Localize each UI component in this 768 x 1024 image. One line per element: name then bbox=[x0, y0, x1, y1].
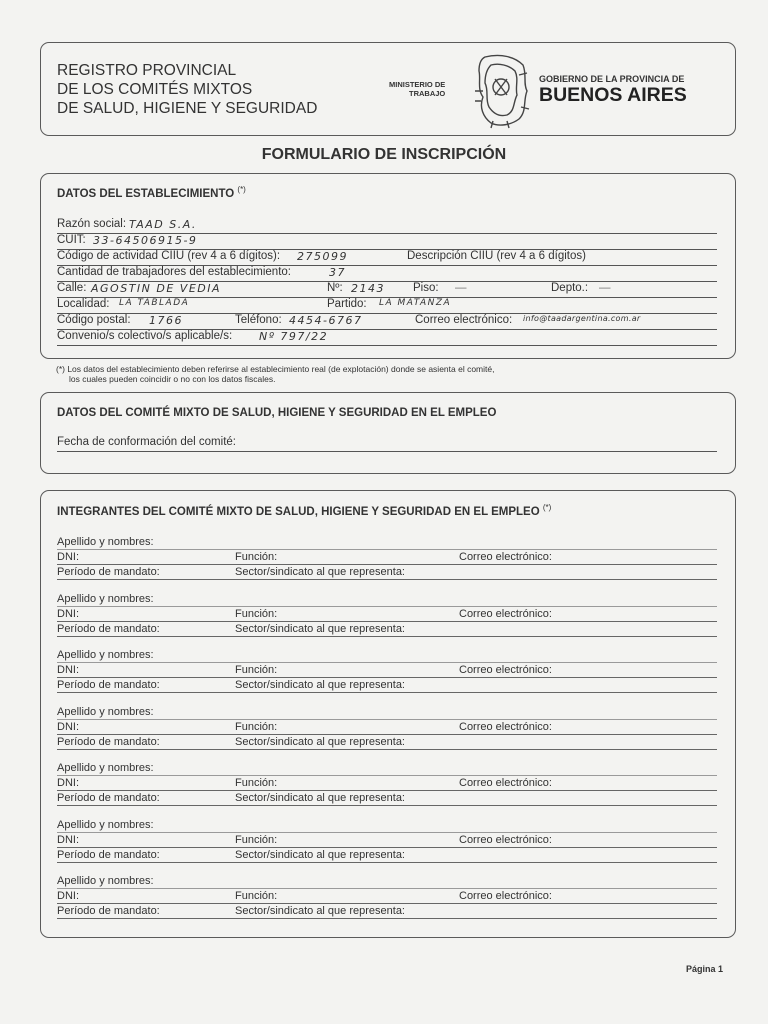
cuit-row[interactable] bbox=[57, 233, 717, 250]
member-sector-label: Sector/sindicato al que representa: bbox=[235, 792, 405, 804]
locality-label: Localidad: bbox=[57, 298, 110, 310]
members-title-mark: (*) bbox=[542, 503, 552, 512]
ciiu-row[interactable] bbox=[57, 249, 717, 266]
ciiu-description-label: Descripción CIIU (rev 4 a 6 dígitos) bbox=[407, 250, 586, 262]
member-period-line[interactable] bbox=[57, 678, 717, 693]
apt-value: — bbox=[599, 282, 611, 294]
member-dni-line[interactable] bbox=[57, 550, 717, 565]
member-name-line[interactable] bbox=[57, 705, 717, 720]
member-period-line[interactable] bbox=[57, 848, 717, 863]
member-name-label: Apellido y nombres: bbox=[57, 818, 154, 831]
member-period-line[interactable] bbox=[57, 904, 717, 919]
members-title bbox=[57, 503, 551, 518]
footnote-line2: los cuales pueden coincidir o no con los datos fiscales. bbox=[69, 374, 276, 384]
razon-social-value: TAAD S.A. bbox=[129, 218, 197, 231]
establishment-title-text: DATOS DEL ESTABLECIMIENTO bbox=[57, 187, 235, 200]
committee-date-row[interactable] bbox=[57, 435, 717, 452]
member-dni-line[interactable] bbox=[57, 607, 717, 622]
member-name-label: Apellido y nombres: bbox=[57, 592, 154, 605]
member-function-label: Función: bbox=[235, 551, 278, 563]
agreement-value: Nº 797/22 bbox=[259, 330, 329, 343]
member-sector-label: Sector/sindicato al que representa: bbox=[235, 905, 405, 917]
member-function-label: Función: bbox=[235, 833, 278, 846]
member-name-line[interactable] bbox=[57, 592, 717, 607]
committee-title: DATOS DEL COMITÉ MIXTO DE SALUD, HIGIENE Y SEGURIDAD EN EL EMPLEO bbox=[57, 407, 497, 419]
registry-title-line2: DE LOS COMITÉS MIXTOS bbox=[57, 81, 253, 98]
member-period-label: Período de mandato: bbox=[57, 622, 160, 635]
committee-date-label: Fecha de conformación del comité: bbox=[57, 436, 236, 448]
postal-label: Código postal: bbox=[57, 314, 131, 326]
member-name-label: Apellido y nombres: bbox=[57, 536, 154, 548]
cuit-label: CUIT: bbox=[57, 234, 86, 246]
ministry-line2: TRABAJO bbox=[409, 89, 446, 98]
member-period-label: Período de mandato: bbox=[57, 679, 160, 691]
agreement-row[interactable] bbox=[57, 329, 717, 346]
member-sector-label: Sector/sindicato al que representa: bbox=[235, 566, 405, 578]
number-value: 2143 bbox=[351, 282, 385, 295]
cuit-value: 33-64506915-9 bbox=[93, 234, 198, 247]
member-name-label: Apellido y nombres: bbox=[57, 649, 154, 661]
member-entry bbox=[57, 592, 717, 637]
member-dni-label: DNI: bbox=[57, 551, 79, 563]
member-sector-label: Sector/sindicato al que representa: bbox=[235, 622, 405, 635]
member-entry bbox=[57, 648, 717, 693]
member-period-label: Período de mandato: bbox=[57, 905, 160, 917]
member-function-label: Función: bbox=[235, 664, 278, 676]
member-email-label: Correo electrónico: bbox=[459, 551, 552, 563]
government-logo bbox=[539, 74, 687, 107]
member-period-label: Período de mandato: bbox=[57, 735, 160, 748]
member-email-label: Correo electrónico: bbox=[459, 777, 552, 789]
member-entry bbox=[57, 874, 717, 919]
workers-value: 37 bbox=[329, 266, 346, 279]
member-period-line[interactable] bbox=[57, 622, 717, 637]
member-entry bbox=[57, 818, 717, 863]
member-period-line[interactable] bbox=[57, 791, 717, 806]
locality-row[interactable] bbox=[57, 297, 717, 314]
member-period-label: Período de mandato: bbox=[57, 792, 160, 804]
member-dni-line[interactable] bbox=[57, 720, 717, 735]
member-name-label: Apellido y nombres: bbox=[57, 875, 154, 887]
member-function-label: Función: bbox=[235, 890, 278, 902]
member-name-label: Apellido y nombres: bbox=[57, 762, 154, 774]
committee-section bbox=[40, 392, 736, 474]
member-dni-line[interactable] bbox=[57, 663, 717, 678]
email-label: Correo electrónico: bbox=[415, 314, 513, 326]
member-entry bbox=[57, 705, 717, 750]
street-label: Calle: bbox=[57, 282, 87, 294]
form-title: FORMULARIO DE INSCRIPCIÓN bbox=[261, 146, 507, 163]
member-period-line[interactable] bbox=[57, 565, 717, 580]
district-value: LA MATANZA bbox=[379, 298, 452, 308]
member-sector-label: Sector/sindicato al que representa: bbox=[235, 679, 405, 691]
number-label: Nº: bbox=[327, 282, 343, 294]
email-value: info@taadargentina.com.ar bbox=[523, 314, 641, 323]
member-email-label: Correo electrónico: bbox=[459, 664, 552, 676]
establishment-title-mark: (*) bbox=[237, 185, 246, 194]
member-period-label: Período de mandato: bbox=[57, 848, 160, 861]
member-entry bbox=[57, 535, 717, 580]
header-box bbox=[40, 42, 736, 136]
member-function-label: Función: bbox=[235, 777, 278, 789]
establishment-footnote bbox=[56, 364, 494, 384]
member-email-label: Correo electrónico: bbox=[459, 607, 552, 620]
member-dni-line[interactable] bbox=[57, 889, 717, 904]
member-name-line[interactable] bbox=[57, 761, 717, 776]
member-period-label: Período de mandato: bbox=[57, 566, 160, 578]
establishment-section bbox=[40, 173, 736, 359]
member-name-line[interactable] bbox=[57, 648, 717, 663]
government-line1: GOBIERNO DE LA PROVINCIA DE bbox=[539, 74, 685, 84]
footnote-line1: (*) Los datos del establecimiento deben referirse al establecimiento real (de explotación) donde se asienta el comité, bbox=[56, 364, 495, 374]
apt-label: Depto.: bbox=[551, 282, 589, 294]
phone-value: 4454-6767 bbox=[289, 314, 363, 327]
postal-phone-email-row[interactable] bbox=[57, 313, 717, 330]
members-section bbox=[40, 490, 736, 938]
district-label: Partido: bbox=[327, 298, 367, 310]
locality-value: LA TABLADA bbox=[119, 298, 190, 308]
member-dni-line[interactable] bbox=[57, 776, 717, 791]
ciiu-code-label: Código de actividad CIIU (rev 4 a 6 dígitos): bbox=[57, 250, 281, 262]
member-email-label: Correo electrónico: bbox=[459, 720, 552, 733]
razon-social-row[interactable] bbox=[57, 217, 717, 234]
address-row[interactable] bbox=[57, 281, 717, 298]
establishment-title bbox=[57, 185, 246, 200]
street-value: AGOSTIN DE VEDIA bbox=[91, 282, 222, 295]
member-dni-label: DNI: bbox=[57, 777, 79, 789]
member-email-label: Correo electrónico: bbox=[459, 833, 552, 846]
ministry-line1: MINISTERIO DE bbox=[389, 80, 446, 89]
page-number: Página 1 bbox=[686, 964, 724, 974]
member-name-line[interactable] bbox=[57, 874, 717, 889]
province-seal-icon bbox=[471, 51, 531, 129]
workers-row[interactable] bbox=[57, 265, 717, 282]
member-period-line[interactable] bbox=[57, 735, 717, 750]
member-function-label: Función: bbox=[235, 720, 278, 733]
ciiu-code-value: 275099 bbox=[297, 250, 348, 263]
agreement-label: Convenio/s colectivo/s aplicable/s: bbox=[57, 330, 233, 342]
government-line2: BUENOS AIRES bbox=[539, 84, 687, 106]
member-entry bbox=[57, 761, 717, 806]
registry-title bbox=[57, 61, 317, 118]
members-title-text: INTEGRANTES DEL COMITÉ MIXTO DE SALUD, HIGIENE Y SEGURIDAD EN EL EMPLEO bbox=[57, 505, 540, 518]
member-sector-label: Sector/sindicato al que representa: bbox=[235, 848, 405, 861]
member-dni-label: DNI: bbox=[57, 833, 79, 846]
member-name-line[interactable] bbox=[57, 818, 717, 833]
ministry-label bbox=[389, 80, 445, 98]
member-dni-label: DNI: bbox=[57, 607, 79, 620]
member-name-line[interactable] bbox=[57, 535, 717, 550]
phone-label: Teléfono: bbox=[235, 314, 282, 326]
member-dni-line[interactable] bbox=[57, 833, 717, 848]
razon-social-label: Razón social: bbox=[57, 218, 127, 230]
member-dni-label: DNI: bbox=[57, 720, 79, 733]
member-email-label: Correo electrónico: bbox=[459, 890, 552, 902]
registry-title-line1: REGISTRO PROVINCIAL bbox=[57, 62, 237, 79]
member-function-label: Función: bbox=[235, 607, 278, 620]
floor-value: — bbox=[455, 282, 467, 294]
postal-value: 1766 bbox=[149, 314, 183, 327]
floor-label: Piso: bbox=[413, 282, 439, 294]
member-dni-label: DNI: bbox=[57, 664, 79, 676]
member-dni-label: DNI: bbox=[57, 890, 79, 902]
member-sector-label: Sector/sindicato al que representa: bbox=[235, 735, 405, 748]
member-name-label: Apellido y nombres: bbox=[57, 705, 154, 718]
workers-label: Cantidad de trabajadores del establecimiento: bbox=[57, 266, 291, 278]
registry-title-line3: DE SALUD, HIGIENE Y SEGURIDAD bbox=[57, 100, 318, 117]
